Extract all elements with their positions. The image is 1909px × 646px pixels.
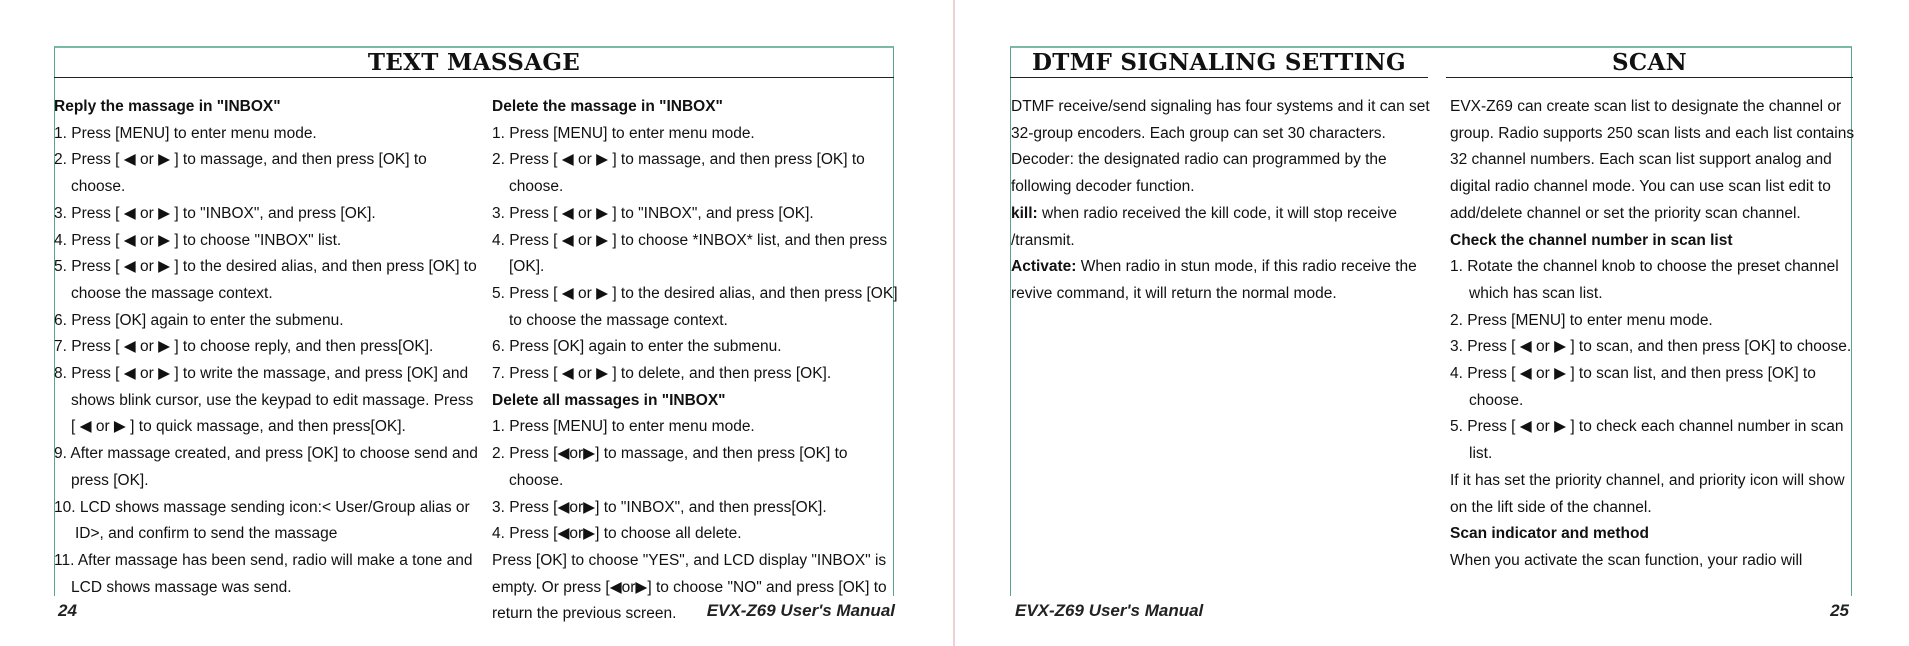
- scan-title: SCAN: [1612, 49, 1687, 76]
- scan-priority-note: If it has set the priority channel, and priority icon will show on the lift side of the channel.: [1450, 471, 1845, 516]
- scan-indicator-heading: Scan indicator and method: [1450, 525, 1649, 543]
- delete-step: 1. Press [MENU] to enter menu mode.: [492, 124, 755, 142]
- kill-text: when radio received the kill code, it will stop receive /transmit.: [1011, 204, 1397, 249]
- delete-step: 6. Press [OK] again to enter the submenu.: [492, 338, 782, 356]
- reply-step: 11. After massage has been send, radio will make a tone and LCD shows massage was send.: [54, 551, 473, 596]
- delete-all-note: Press [OK] to choose "YES", and LCD display "INBOX" is empty. Or press [◀or▶] to choose "NO" and press [OK] to return the previous screen.: [492, 551, 887, 623]
- dtmf-activate-paragraph: [1011, 254, 1431, 307]
- delete-all-step: 2. Press [◀or▶] to massage, and then press [OK] to choose.: [492, 445, 848, 489]
- reply-step: 1. Press [MENU] to enter menu mode.: [54, 124, 317, 142]
- scan-step: 1. Rotate the channel knob to choose the preset channel which has scan list.: [1450, 258, 1839, 302]
- delete-all-heading: Delete all massages in "INBOX": [492, 391, 726, 409]
- delete-all-step: 1. Press [MENU] to enter menu mode.: [492, 418, 755, 436]
- page-number-right: 25: [1830, 601, 1849, 620]
- reply-step: 10. LCD shows massage sending icon:< User/Group alias or ID>, and confirm to send the massage: [54, 498, 470, 543]
- dtmf-column: [1011, 94, 1431, 308]
- reply-step: 9. After massage created, and press [OK] to choose send and press [OK].: [54, 445, 478, 489]
- reply-step: 5. Press [ ◀ or ▶ ] to the desired alias, and then press [OK] to choose the massage context.: [54, 258, 477, 302]
- text-massage-title: TEXT MASSAGE: [367, 49, 581, 76]
- dtmf-kill-paragraph: [1011, 201, 1431, 254]
- right-page: [953, 0, 1909, 646]
- scan-step: 3. Press [ ◀ or ▶ ] to scan, and then press [OK] to choose.: [1450, 338, 1852, 356]
- dtmf-intro: DTMF receive/send signaling has four systems and it can set 32-group encoders. Each group can set 30 characters.: [1011, 98, 1430, 142]
- reply-step: 6. Press [OK] again to enter the submenu.: [54, 311, 344, 329]
- reply-column: [54, 94, 479, 601]
- activate-text: When radio in stun mode, if this radio receive the revive command, it will return the normal mode.: [1011, 258, 1417, 302]
- reply-heading: Reply the massage in "INBOX": [54, 98, 281, 115]
- delete-heading: Delete the massage in "INBOX": [492, 98, 723, 115]
- left-page: [0, 0, 953, 646]
- delete-step: 3. Press [ ◀ or ▶ ] to "INBOX", and press [OK].: [492, 204, 814, 222]
- delete-column: [492, 94, 904, 628]
- scan-step: 5. Press [ ◀ or ▶ ] to check each channel number in scan list.: [1450, 418, 1844, 463]
- dtmf-title: DTMF SIGNALING SETTING: [1032, 49, 1406, 76]
- delete-step: 5. Press [ ◀ or ▶ ] to the desired alias, and then press [OK] to choose the massage context.: [492, 284, 898, 329]
- reply-step: 2. Press [ ◀ or ▶ ] to massage, and then press [OK] to choose.: [54, 151, 427, 196]
- scan-check-heading: Check the channel number in scan list: [1450, 231, 1733, 249]
- reply-step: 8. Press [ ◀ or ▶ ] to write the massage, and press [OK] and shows blink cursor, use the keypad to edit massage. Press [ ◀ or ▶ ] to quick massage, and then press[OK].: [54, 365, 474, 436]
- reply-step: 7. Press [ ◀ or ▶ ] to choose reply, and then press[OK].: [54, 338, 434, 356]
- reply-step: 3. Press [ ◀ or ▶ ] to "INBOX", and press [OK].: [54, 204, 376, 222]
- delete-step: 7. Press [ ◀ or ▶ ] to delete, and then press [OK].: [492, 365, 832, 383]
- scan-column: [1450, 94, 1855, 575]
- page-number-left: 24: [58, 601, 77, 620]
- footer-manual-title-right: EVX-Z69 User's Manual: [1015, 601, 1204, 620]
- footer-manual-title-left: EVX-Z69 User's Manual: [706, 601, 895, 620]
- reply-step: 4. Press [ ◀ or ▶ ] to choose "INBOX" list.: [54, 231, 342, 249]
- dtmf-decoder: Decoder: the designated radio can programmed by the following decoder function.: [1011, 151, 1387, 196]
- delete-all-step: 4. Press [◀or▶] to choose all delete.: [492, 525, 742, 543]
- scan-step: 4. Press [ ◀ or ▶ ] to scan list, and then press [OK] to choose.: [1450, 365, 1816, 409]
- activate-label: Activate:: [1011, 258, 1077, 276]
- delete-step: 2. Press [ ◀ or ▶ ] to massage, and then press [OK] to choose.: [492, 151, 865, 196]
- kill-label: kill:: [1011, 204, 1038, 222]
- scan-indicator-text: When you activate the scan function, your radio will: [1450, 551, 1803, 569]
- delete-all-step: 3. Press [◀or▶] to "INBOX", and then press[OK].: [492, 498, 827, 516]
- scan-step: 2. Press [MENU] to enter menu mode.: [1450, 311, 1713, 329]
- delete-step: 4. Press [ ◀ or ▶ ] to choose *INBOX* list, and then press [OK].: [492, 231, 888, 276]
- scan-intro: EVX-Z69 can create scan list to designate the channel or group. Radio supports 250 scan lists and each list contains 32 channel numbers. Each scan list support analog and digital radio channel mode. You can use scan list edit to add/delete channel or set the priority scan channel.: [1450, 98, 1855, 222]
